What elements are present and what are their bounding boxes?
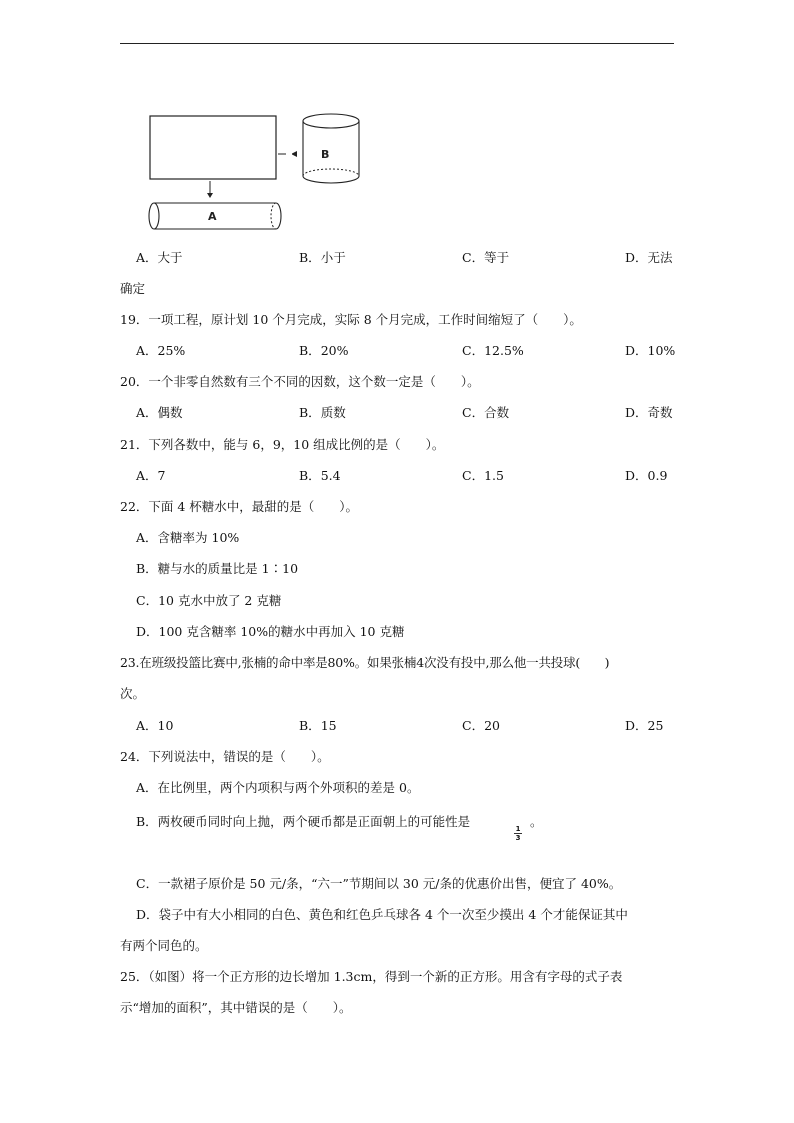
q23-option-a[interactable]: [136, 718, 173, 734]
option-letter: B．: [299, 405, 321, 420]
q23-stem: 23.在班级投篮比赛中,张楠的命中率是80%。如果张楠4次没有投中,那么他一共投球( ): [120, 655, 610, 670]
option-text: 质数: [320, 405, 346, 420]
option-letter: A．: [136, 343, 158, 358]
option-text: 7: [157, 468, 166, 483]
option-text: 15: [320, 718, 337, 733]
option-text: 20: [484, 718, 500, 733]
option-letter: D．: [625, 468, 648, 483]
option-text: 无法: [647, 250, 673, 265]
probability-fraction: [513, 825, 523, 842]
option-letter: C．: [462, 343, 485, 358]
q21-option-c[interactable]: [462, 468, 504, 484]
option-text: 等于: [484, 250, 510, 265]
q19-option-c[interactable]: [462, 343, 524, 359]
q24-stem: 24．下列说法中，错误的是（ ）。: [120, 749, 330, 764]
q18-option-d-wrap: 确定: [120, 281, 146, 296]
q21-option-d[interactable]: [625, 468, 667, 484]
q20-option-b[interactable]: [299, 405, 346, 421]
q24-option-b[interactable]: B．两枚硬币同时向上抛，两个硬币都是正面朝上的可能性是: [136, 814, 471, 829]
option-text: 10: [157, 718, 174, 733]
option-text: 奇数: [647, 405, 673, 420]
q19-option-b[interactable]: [299, 343, 348, 359]
option-text: 偶数: [157, 405, 183, 420]
option-text: 5.4: [320, 468, 341, 483]
q23-option-c[interactable]: [462, 718, 500, 734]
cylinder-a-label: A: [208, 210, 217, 223]
option-text: 25%: [157, 343, 186, 358]
option-letter: D．: [625, 405, 648, 420]
q24-option-b-end: 。: [530, 814, 543, 829]
option-letter: D．: [625, 250, 648, 265]
q23-option-b[interactable]: [299, 718, 337, 734]
q21-option-a[interactable]: [136, 468, 165, 484]
option-letter: D．: [625, 343, 648, 358]
option-text: 25: [647, 718, 664, 733]
option-text: 20%: [320, 343, 349, 358]
q23-stem-cont: 次。: [120, 686, 146, 701]
q22-option-d[interactable]: D．100 克含糖率 10%的糖水中再加入 10 克糖: [136, 624, 405, 639]
option-letter: C．: [462, 405, 485, 420]
option-letter: C．: [462, 468, 485, 483]
q20-option-a[interactable]: [136, 405, 183, 421]
fraction-denominator: 3: [515, 834, 521, 842]
q20-option-c[interactable]: [462, 405, 509, 421]
paper-rectangle: [150, 116, 276, 179]
header-rule: [120, 43, 674, 44]
option-letter: B．: [299, 468, 321, 483]
q18-option-c[interactable]: [462, 250, 509, 266]
option-letter: A．: [136, 405, 158, 420]
option-text: 10%: [647, 343, 676, 358]
q21-stem: 21．下列各数中，能与 6，9，10 组成比例的是（ ）。: [120, 437, 445, 452]
q18-option-a[interactable]: [136, 250, 183, 266]
q19-option-d[interactable]: [625, 343, 675, 359]
option-letter: A．: [136, 718, 158, 733]
q22-option-c[interactable]: C．10 克水中放了 2 克糖: [136, 593, 282, 608]
q24-option-c[interactable]: C．一款裙子原价是 50 元/条，“六一”节期间以 30 元/条的优惠价出售，便宜了 40%。: [136, 876, 622, 891]
option-letter: C．: [462, 718, 485, 733]
q20-option-d[interactable]: [625, 405, 673, 421]
q19-stem: 19．一项工程，原计划 10 个月完成，实际 8 个月完成，工作时间缩短了（ ）。: [120, 312, 582, 327]
option-text: 12.5%: [484, 343, 524, 358]
q18-option-b[interactable]: [299, 250, 346, 266]
option-text: 合数: [484, 405, 510, 420]
fraction-numerator: 1: [515, 825, 521, 833]
q21-option-b[interactable]: [299, 468, 341, 484]
option-letter: D．: [625, 718, 648, 733]
q24-option-d[interactable]: D．袋子中有大小相同的白色、黄色和红色乒乓球各 4 个一次至少摸出 4 个才能保证其中: [136, 907, 628, 922]
vertical-cylinder-figure: [292, 108, 372, 188]
q22-option-a[interactable]: A．含糖率为 10%: [136, 530, 240, 545]
q20-stem: 20．一个非零自然数有三个不同的因数，这个数一定是（ ）。: [120, 374, 480, 389]
rectangle-cylinder-figure: [146, 108, 286, 238]
option-letter: A．: [136, 468, 158, 483]
q24-option-d-cont: 有两个同色的。: [120, 938, 208, 953]
option-text: 大于: [157, 250, 183, 265]
q18-option-d[interactable]: [625, 250, 673, 266]
option-text: 0.9: [647, 468, 668, 483]
q22-option-b[interactable]: B．糖与水的质量比是 1∶10: [136, 561, 299, 576]
option-text: 1.5: [484, 468, 504, 483]
option-text: 小于: [320, 250, 346, 265]
cylinder-b-label: B: [321, 148, 330, 161]
q25-stem: 25．（如图）将一个正方形的边长增加 1.3cm，得到一个新的正方形。用含有字母的式子表: [120, 969, 623, 984]
option-letter: B．: [299, 343, 321, 358]
q19-option-a[interactable]: [136, 343, 185, 359]
option-letter: C．: [462, 250, 485, 265]
option-letter: B．: [299, 250, 321, 265]
q22-stem: 22．下面 4 杯糖水中，最甜的是（ ）。: [120, 499, 359, 514]
option-letter: A．: [136, 250, 158, 265]
q23-option-d[interactable]: [625, 718, 663, 734]
q24-option-a[interactable]: A．在比例里，两个内项积与两个外项积的差是 0。: [136, 780, 420, 795]
q25-stem-cont: 示“增加的面积”，其中错误的是（ ）。: [120, 1000, 352, 1015]
option-letter: B．: [299, 718, 321, 733]
